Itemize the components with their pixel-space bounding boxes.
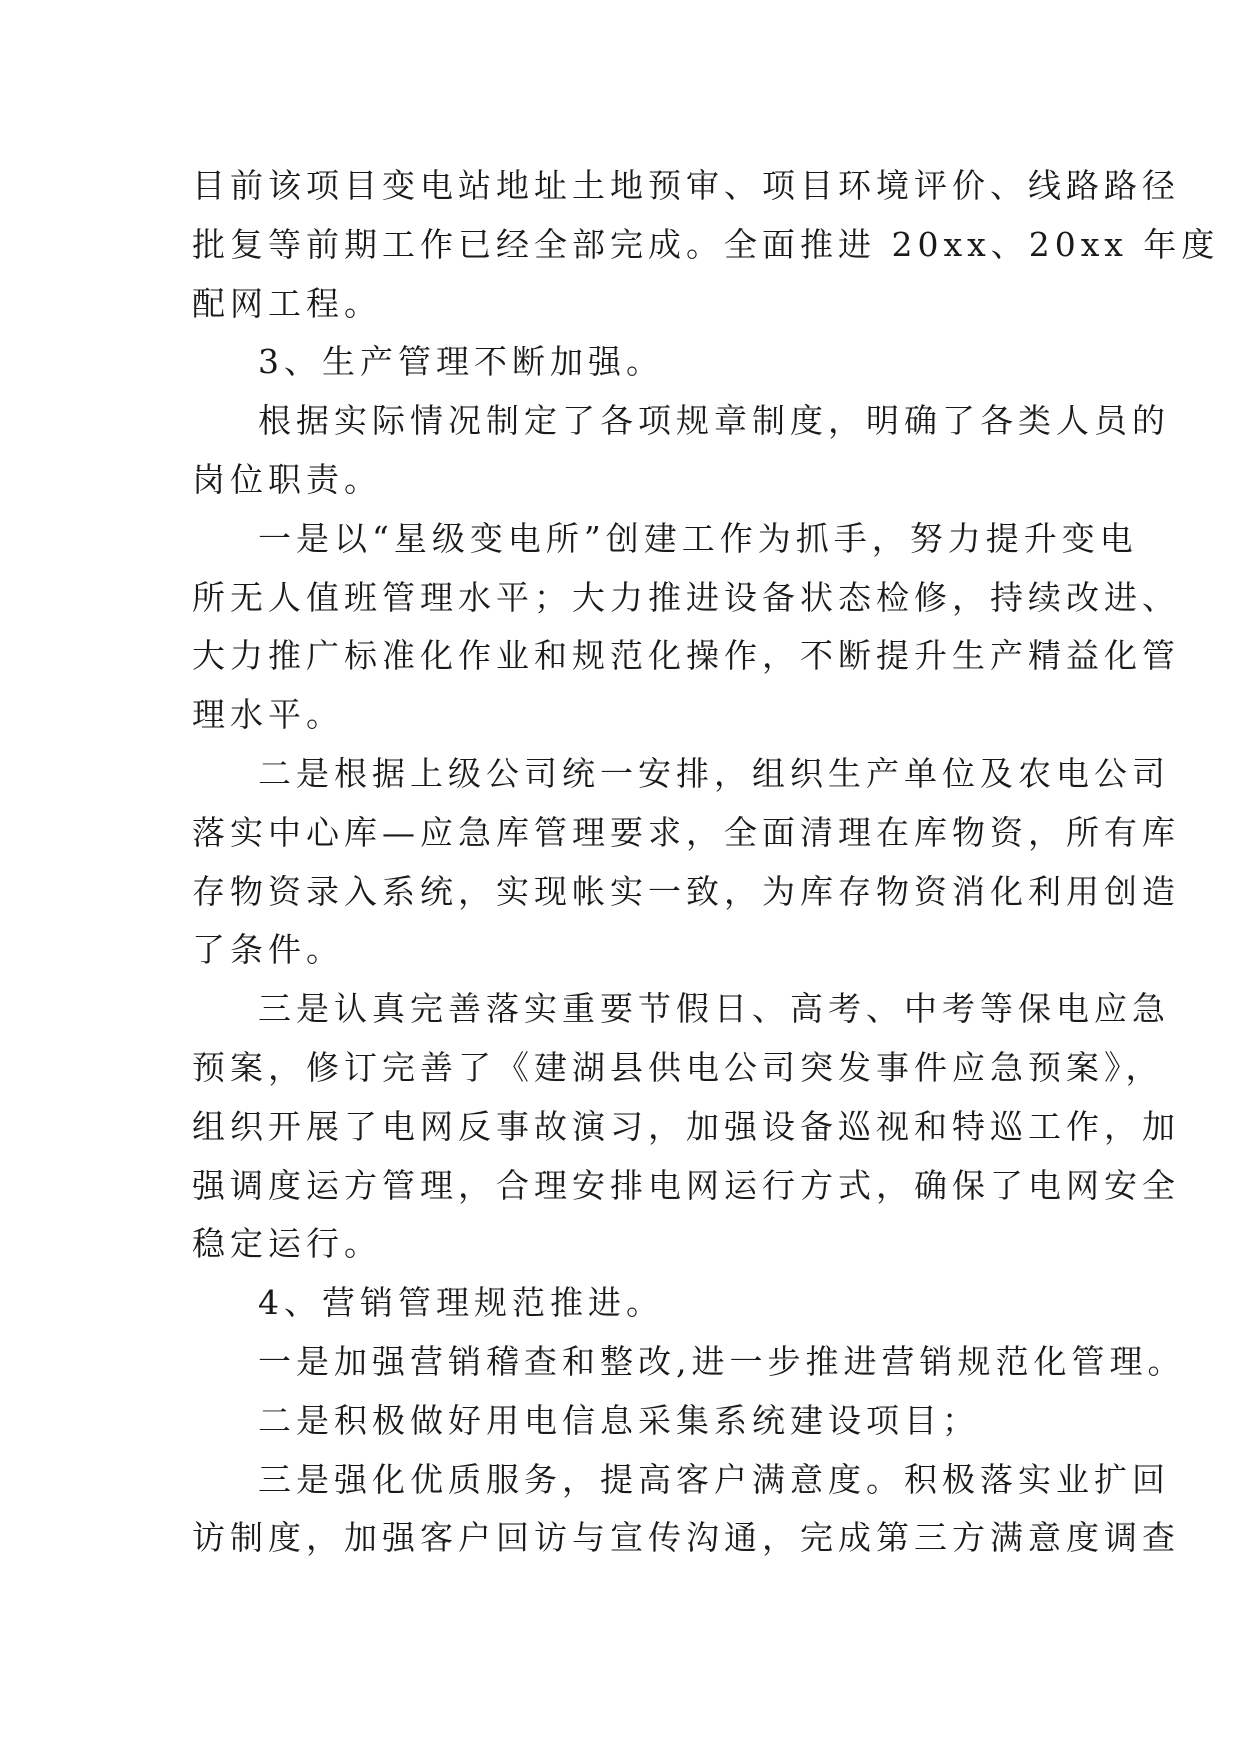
- text-line: 三是认真完善落实重要节假日、高考、中考等保电应急: [258, 989, 1170, 1029]
- text-line: 配网工程。: [192, 283, 382, 323]
- text-line: 了条件。: [192, 930, 344, 970]
- text-line: 批复等前期工作已经全部完成。全面推进 20xx、20xx 年度: [192, 224, 1220, 264]
- text-line: 所无人值班管理水平；大力推进设备状态检修，持续改进、: [192, 577, 1180, 617]
- text-line: 三是强化优质服务，提高客户满意度。积极落实业扩回: [258, 1459, 1170, 1499]
- text-line: 一是以“星级变电所”创建工作为抓手，努力提升变电: [258, 518, 1138, 558]
- text-line: 大力推广标准化作业和规范化操作，不断提升生产精益化管: [192, 636, 1180, 676]
- text-line: 强调度运方管理，合理安排电网运行方式，确保了电网安全: [192, 1165, 1180, 1205]
- text-line: 二是积极做好用电信息采集系统建设项目；: [258, 1400, 980, 1440]
- text-line: 存物资录入系统，实现帐实一致，为库存物资消化利用创造: [192, 871, 1180, 911]
- text-line: 根据实际情况制定了各项规章制度，明确了各类人员的: [258, 401, 1170, 441]
- text-line: 落实中心库—应急库管理要求，全面清理在库物资，所有库: [192, 812, 1180, 852]
- text-line: 预案，修订完善了《建湖县供电公司突发事件应急预案》，: [192, 1047, 1164, 1087]
- text-line: 一是加强营销稽查和整改,进一步推进营销规范化管理。: [258, 1341, 1186, 1381]
- section-heading: 3、生产管理不断加强。: [258, 342, 664, 382]
- text-line: 二是根据上级公司统一安排，组织生产单位及农电公司: [258, 753, 1170, 793]
- section-heading: 4、营销管理规范推进。: [258, 1283, 664, 1323]
- text-line: 岗位职责。: [192, 459, 382, 499]
- text-line: 稳定运行。: [192, 1224, 382, 1264]
- text-line: 组织开展了电网反事故演习，加强设备巡视和特巡工作，加: [192, 1106, 1180, 1146]
- document-body: [192, 157, 1220, 1568]
- text-line: 访制度，加强客户回访与宣传沟通，完成第三方满意度调查: [192, 1518, 1180, 1558]
- text-line: 目前该项目变电站地址土地预审、项目环境评价、线路路径: [192, 166, 1180, 205]
- text-line: 理水平。: [192, 695, 344, 735]
